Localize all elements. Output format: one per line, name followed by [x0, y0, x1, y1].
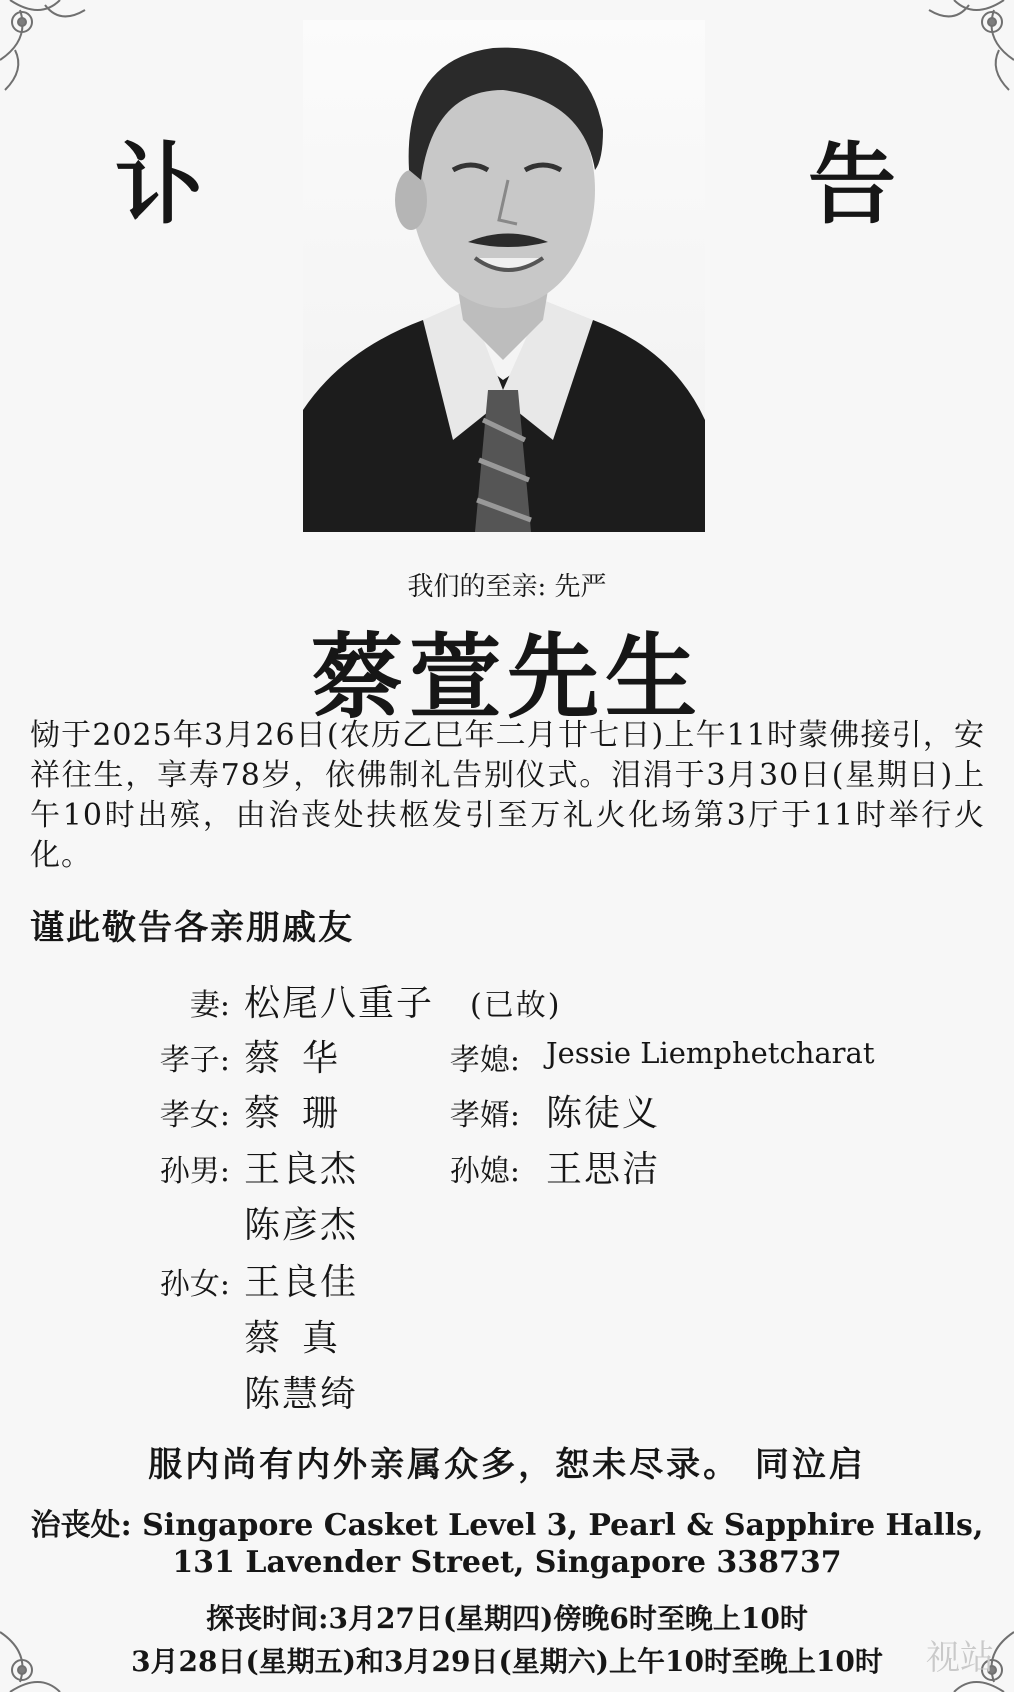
venue-line-2: 131 Lavender Street, Singapore 338737	[172, 1545, 842, 1580]
venue-line-1: 治丧处: Singapore Casket Level 3, Pearl & Sapphire Halls,	[30, 1508, 984, 1543]
son-in-law-name: 陈徒义	[546, 1093, 661, 1134]
visiting-hours-line-2: 3月28日(星期五)和3月29日(星期六)上午10时至晚上10时	[131, 1645, 883, 1678]
son-in-law-label: 孝婿:	[449, 1098, 520, 1133]
closing-line: 服内尚有内外亲属众多，恕未尽录。 同泣启	[148, 1445, 866, 1485]
granddaughter-in-law-label: 孙媳:	[449, 1154, 520, 1189]
floral-corner-ornament-icon	[0, 0, 110, 110]
grandson-name: 王良杰	[244, 1149, 359, 1190]
grandson-name: 陈彦杰	[244, 1205, 359, 1246]
granddaughter-name: 陈慧绮	[244, 1374, 359, 1415]
granddaughter-in-law-name: 王思洁	[546, 1149, 661, 1190]
son-label: 孝子:	[159, 1043, 230, 1078]
daughter-label: 孝女:	[159, 1098, 230, 1133]
floral-corner-ornament-icon	[904, 0, 1014, 110]
son-name: 蔡华	[244, 1038, 361, 1079]
notice-line: 谨此敬告各亲朋戚友	[30, 908, 354, 948]
deceased-name: 蔡萱先生	[310, 623, 703, 731]
daughter-in-law-name: Jessie Liemphetcharat	[546, 1036, 875, 1070]
granddaughter-label: 孙女:	[159, 1267, 230, 1302]
title-left-char: 讣	[115, 132, 204, 236]
daughter-in-law-label: 孝媳:	[449, 1043, 520, 1078]
daughter-name: 蔡珊	[244, 1093, 361, 1134]
granddaughter-name: 王良佳	[244, 1262, 359, 1303]
grandson-label: 孙男:	[159, 1154, 230, 1189]
wife-name: 松尾八重子	[244, 983, 435, 1024]
portrait-photo-icon	[303, 20, 705, 532]
watermark: 视站	[926, 1638, 994, 1678]
intro-line: 我们的至亲: 先严	[407, 572, 607, 602]
granddaughter-name: 蔡真	[244, 1318, 361, 1359]
wife-label: 妻:	[189, 988, 230, 1023]
wife-note: (已故)	[470, 988, 562, 1023]
announcement-paragraph: 恸于2025年3月26日(农历乙巳年二月廿七日)上午11时蒙佛接引，安祥往生，享寿78岁，依佛制礼告别仪式。泪涓于3月30日(星期日)上午10时出殡，由治丧处扶柩发引至万礼火化场第3厅于11时举行火化。	[30, 718, 985, 873]
visiting-hours-line-1: 探丧时间:3月27日(星期四)傍晚6时至晚上10时	[206, 1602, 808, 1635]
title-right-char: 告	[808, 132, 897, 236]
